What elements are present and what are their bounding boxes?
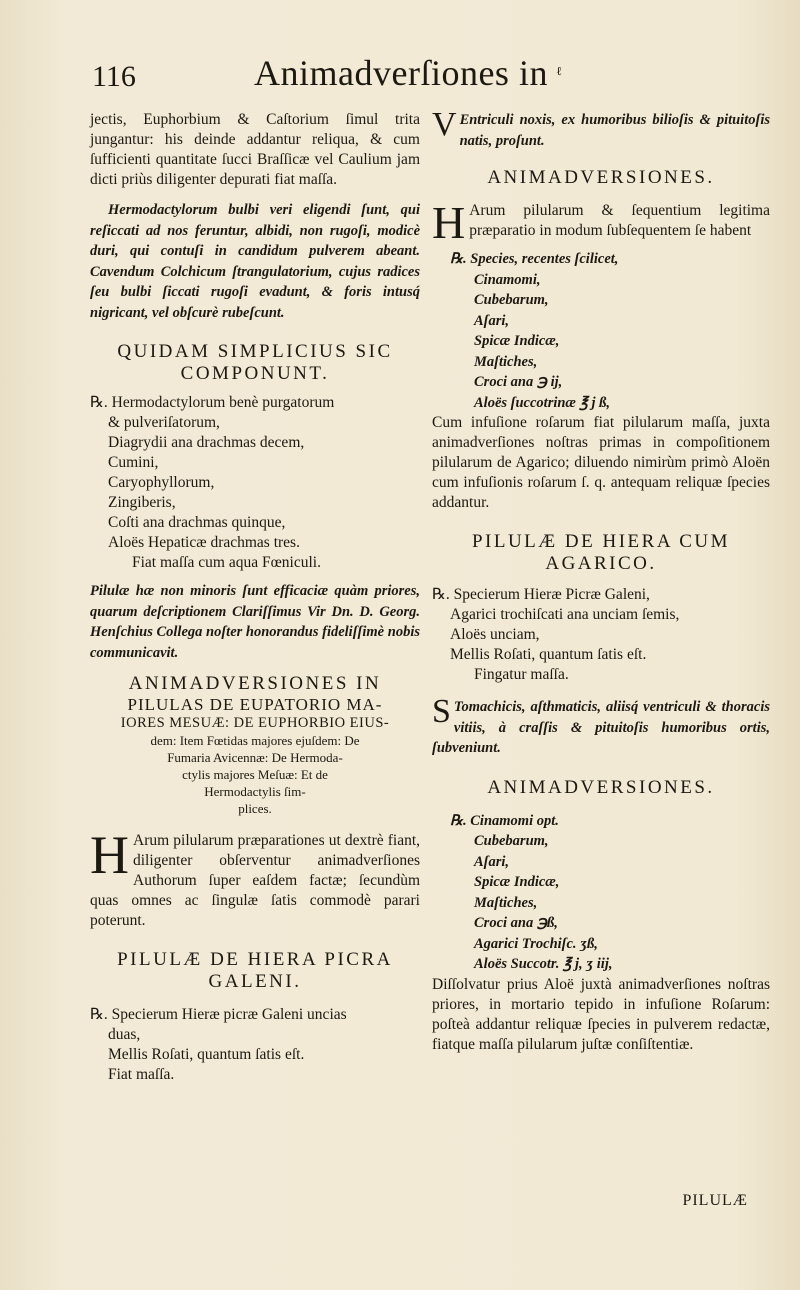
right-heading-2: PILULÆ DE HIERA CUM: [471, 531, 731, 552]
recipe-line: Maſtiches,: [474, 894, 538, 911]
page-number: 116: [92, 60, 136, 93]
recipe-line: ℞. Specierum Hieræ picræ Galeni uncias: [90, 1006, 347, 1023]
left-heading-1: QUIDAM SIMPLICIUS SIC: [117, 341, 393, 362]
recipe-cinamomi: [432, 811, 770, 975]
top-mark: ℓ: [556, 64, 562, 78]
recipe-line: Zingiberis,: [108, 494, 176, 511]
recipe-species: [432, 249, 770, 413]
recipe-line: Mellis Roſati, quantum ſatis eſt.: [450, 646, 647, 663]
recipe-line: Diagrydii ana drachmas decem,: [108, 434, 305, 451]
catchword: PILULÆ: [682, 1192, 748, 1209]
recipe-line: Coſti ana drachmas quinque,: [108, 514, 286, 531]
recipe-line: Croci ana ℈ß,: [474, 915, 558, 931]
recipe-line: Caryophyllorum,: [108, 474, 215, 491]
recipe-line: Cubebarum,: [474, 833, 549, 849]
recipe-line: Mellis Roſati, quantum ſatis eſt.: [108, 1046, 305, 1063]
drop-cap: S: [432, 693, 451, 730]
recipe-line: Aloës ſuccotrinæ ℥ j ß,: [474, 394, 611, 411]
right-dropcap-paragraph-2: [432, 197, 770, 248]
left-heading-2c: IORES MESUÆ: DE EUPHORBIO EIUS-: [120, 715, 390, 731]
left-heading-3: PILULÆ DE HIERA PICRA: [117, 949, 393, 970]
recipe-line: Aſari,: [474, 853, 510, 870]
recipe-line: Aloës Hepaticæ drachmas tres.: [108, 534, 300, 551]
right-para-3: Diſſolvatur prius Aloë juxtà animadverſiones noſtras priores, in mortario tepido in infuſione Roſarum: poſteà addantur reliquæ ſpecies in pulverem redactæ, fiatque maſſa pilularum juſtæ conſiſtentiæ.: [432, 975, 770, 1053]
right-heading-2b: AGARICO.: [545, 553, 657, 574]
right-para-2: Cum infuſione roſarum fiat pilularum maſſa, juxta animadverſiones noſtras primas in compoſitionem pilularum de Agarico; diluendo nimirùm primò Aloën cum infuſionis roſarum ſ. q. antequam reliquæ ſpecies addantur.: [432, 414, 770, 511]
left-para-1: jectis, Euphorbium & Caſtorium ſimul trita jungantur: his deinde addantur reliqua, & cum ſufficienti quantitate ſucci Braſſicæ vel Caulium jam dicti priùs diligenter depurati fiat maſſa.: [90, 111, 420, 188]
right-dropcap-paragraph-3: [432, 693, 770, 759]
left-sub-line: Fumaria Avicennæ: De Hermoda-: [167, 750, 343, 765]
left-sub-line: Hermodactylis ſim-: [204, 784, 306, 799]
recipe-line: Cumini,: [108, 454, 159, 471]
recipe-line: Spicæ Indicæ,: [474, 333, 560, 349]
recipe-line: ℞. Hermodactylorum benè purgatorum: [90, 394, 335, 411]
right-heading-1: ANIMADVERSIONES.: [487, 167, 715, 188]
right-italic-note-2: Tomachicis, aſthmaticis, aliisq́ ventriculi & thoracis vitiis, à craſſis & pituitoſis humoribus ortis, ſubveniunt.: [432, 699, 770, 756]
left-heading-3b: GALENI.: [208, 971, 302, 992]
drop-cap: H: [90, 825, 129, 885]
recipe-line: duas,: [108, 1026, 141, 1043]
drop-cap: H: [432, 197, 466, 248]
right-column: [432, 106, 770, 1055]
recipe-line: Fiat maſſa.: [108, 1066, 175, 1083]
left-para-2: Arum pilularum præparationes ut dextrè fiant, diligenter obſerventur animadverſiones Authorum ſuper eaſdem factæ; ſecundùm quas omnes ac ſingulæ ſatis commodè parari poterunt.: [90, 832, 420, 929]
recipe-line: & pulveriſatorum,: [108, 414, 220, 431]
recipe-hiera-agarico: [432, 585, 770, 685]
left-column: [90, 110, 420, 1085]
page-header: [92, 52, 760, 100]
recipe-line: ℞. Specierum Hieræ Picræ Galeni,: [432, 586, 650, 603]
right-italic-note-1: Entriculi noxis, ex humoribus bilioſis & pituitoſis natis, proſunt.: [459, 112, 770, 149]
recipe-line: Spicæ Indicæ,: [474, 874, 560, 890]
recipe-line: Fingatur maſſa.: [474, 666, 569, 683]
left-dropcap-paragraph: [90, 825, 420, 931]
left-heading-2: ANIMADVERSIONES IN: [128, 673, 382, 694]
recipe-line: Fiat maſſa cum aqua Fœniculi.: [132, 554, 321, 571]
recipe-line: ℞. Species, recentes ſcilicet,: [450, 251, 619, 267]
recipe-line: Aſari,: [474, 312, 510, 329]
right-para-1: Arum pilularum & ſequentium legitima præparatio in modum ſubſequentem ſe habent: [469, 202, 770, 239]
right-heading-3: ANIMADVERSIONES.: [487, 776, 715, 798]
recipe-hiera-picra: [90, 1005, 420, 1085]
recipe-line: Agarici Trochiſc. ʒß,: [474, 935, 598, 952]
recipe-line: Cinamomi,: [474, 271, 541, 288]
left-italic-note-1: Hermodactylorum bulbi veri eligendi ſunt, qui reſiccati ad nos feruntur, albidi, non rugoſi, modicè duri, qui contuſi in candidum pulverem abeant. Cavendum Colchicum ſtrangulatorium, cujus radices ſeu bulbi ſiccati rugoſi evadunt, & foris intusq́ nigricant, vel obſcurè rubeſcunt.: [90, 202, 420, 321]
recipe-line: Aloës Succotr. ℥ j, ʒ iij,: [474, 956, 613, 972]
drop-cap: V: [432, 106, 457, 143]
recipe-hermodactylorum: [90, 393, 420, 573]
left-heading-2b: PILULAS DE EUPATORIO MA-: [127, 695, 383, 714]
recipe-line: Croci ana ℈ ij,: [474, 374, 563, 390]
recipe-line: Cubebarum,: [474, 292, 549, 308]
recipe-line: ℞. Cinamomi opt.: [450, 812, 559, 829]
recipe-line: Aloës unciam,: [450, 626, 540, 643]
left-heading-1b: COMPONUNT.: [180, 363, 330, 384]
left-italic-note-2: Pilulæ hæ non minoris ſunt efficaciæ quàm priores, quarum deſcriptionem Clariſſimus Vir Dn. D. Georg. Henſchius Collega noſter honorandus fideliſſimè nobis communicavit.: [90, 583, 420, 661]
left-sub-line: ctylis majores Meſuæ: Et de: [182, 767, 328, 782]
left-sub-line: dem: Item Fœtidas majores ejuſdem: De: [150, 733, 360, 748]
recipe-line: Maſtiches,: [474, 353, 538, 370]
recipe-line: Agarici trochiſcati ana unciam ſemis,: [450, 606, 680, 623]
right-dropcap-paragraph-1: [432, 106, 770, 151]
running-title: Animadverſiones in: [254, 53, 548, 93]
left-sub-line: plices.: [238, 801, 272, 816]
